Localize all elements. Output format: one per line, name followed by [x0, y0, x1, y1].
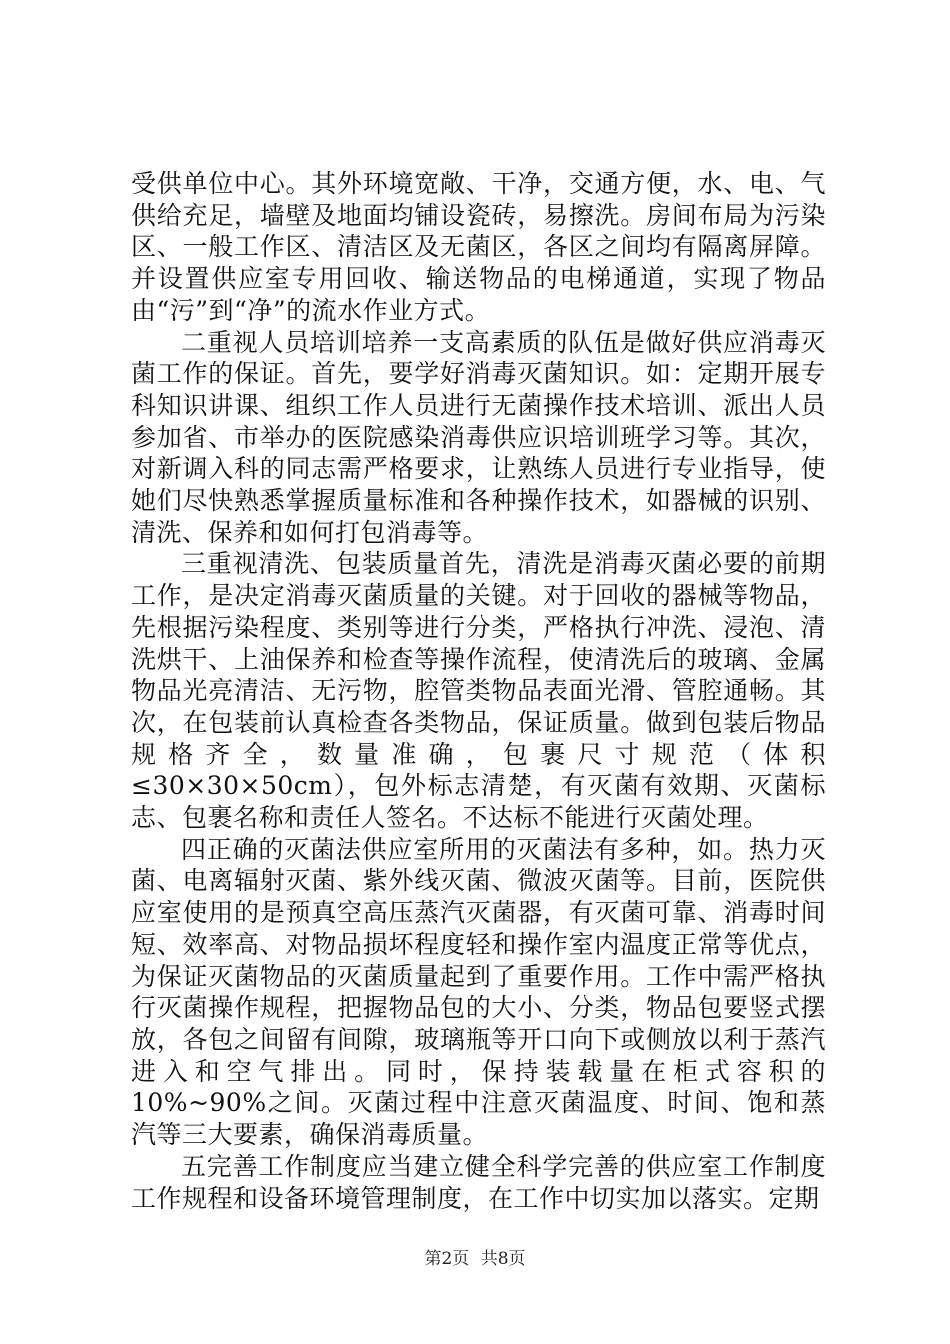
paragraph-facility-environment: 受供单位中心。其外环境宽敞、干净，交通方便，水、电、气供给充足，墙壁及地面均铺设瓷砖，易擦洗。房间布局为污染区、一般工作区、清洁区及无菌区，各区之间均有隔离屏障。并设置供应室专用回收、输送物品的电梯通道，实现了物品由“污”到“净”的流水作业方式。 [131, 169, 826, 325]
page-footer [0, 1244, 950, 1269]
page-number: 第2页 [424, 1249, 470, 1269]
document-body [131, 168, 826, 1214]
page-total: 共8页 [480, 1249, 526, 1269]
paragraph-staff-training: 二重视人员培训培养一支高素质的队伍是做好供应消毒灭菌工作的保证。首先，要学好消毒灭菌知识。如：定期开展专科知识讲课、组织工作人员进行无菌操作技术培训、派出人员参加省、市举办的医院感染消毒供应识培训班学习等。其次，对新调入科的同志需严格要求，让熟练人员进行专业指导，使她们尽快熟悉掌握质量标准和各种操作技术，如器械的识别、清洗、保养和如何打包消毒等。 [131, 327, 826, 547]
paragraph-work-system: 五完善工作制度应当建立健全科学完善的供应室工作制度工作规程和设备环境管理制度，在工作中切实加以落实。定期 [131, 1151, 826, 1213]
paragraph-sterilization-method: 四正确的灭菌法供应室所用的灭菌法有多种，如。热力灭菌、电离辐射灭菌、紫外线灭菌、微波灭菌等。目前，医院供应室使用的是预真空高压蒸汽灭菌器，有灭菌可靠、消毒时间短、效率高、对物品损坏程度轻和操作室内温度正常等优点，为保证灭菌物品的灭菌质量起到了重要作用。工作中需严格执行灭菌操作规程，把握物品包的大小、分类，物品包要竖式摆放，各包之间留有间隙，玻璃瓶等开口向下或侧放以利于蒸汽进入和空气排出。同时，保持装载量在柜式容积的10%~90%之间。灭菌过程中注意灭菌温度、时间、饱和蒸汽等三大要素，确保消毒质量。 [131, 834, 826, 1150]
paragraph-cleaning-packaging: 三重视清洗、包装质量首先，清洗是消毒灭菌必要的前期工作，是决定消毒灭菌质量的关键。对于回收的器械等物品，先根据污染程度、类别等进行分类，严格执行冲洗、浸泡、清洗烘干、上油保养和检查等操作流程，使清洗后的玻璃、金属物品光亮清洁、无污物，腔管类物品表面光滑、管腔通畅。其次，在包装前认真检查各类物品，保证质量。做到包装后物品规格齐全，数量准确，包裹尺寸规范（体积≤30×30×50cm），包外标志清楚，有灭菌有效期、灭菌标志、包裹名称和责任人签名。不达标不能进行灭菌处理。 [131, 549, 826, 833]
